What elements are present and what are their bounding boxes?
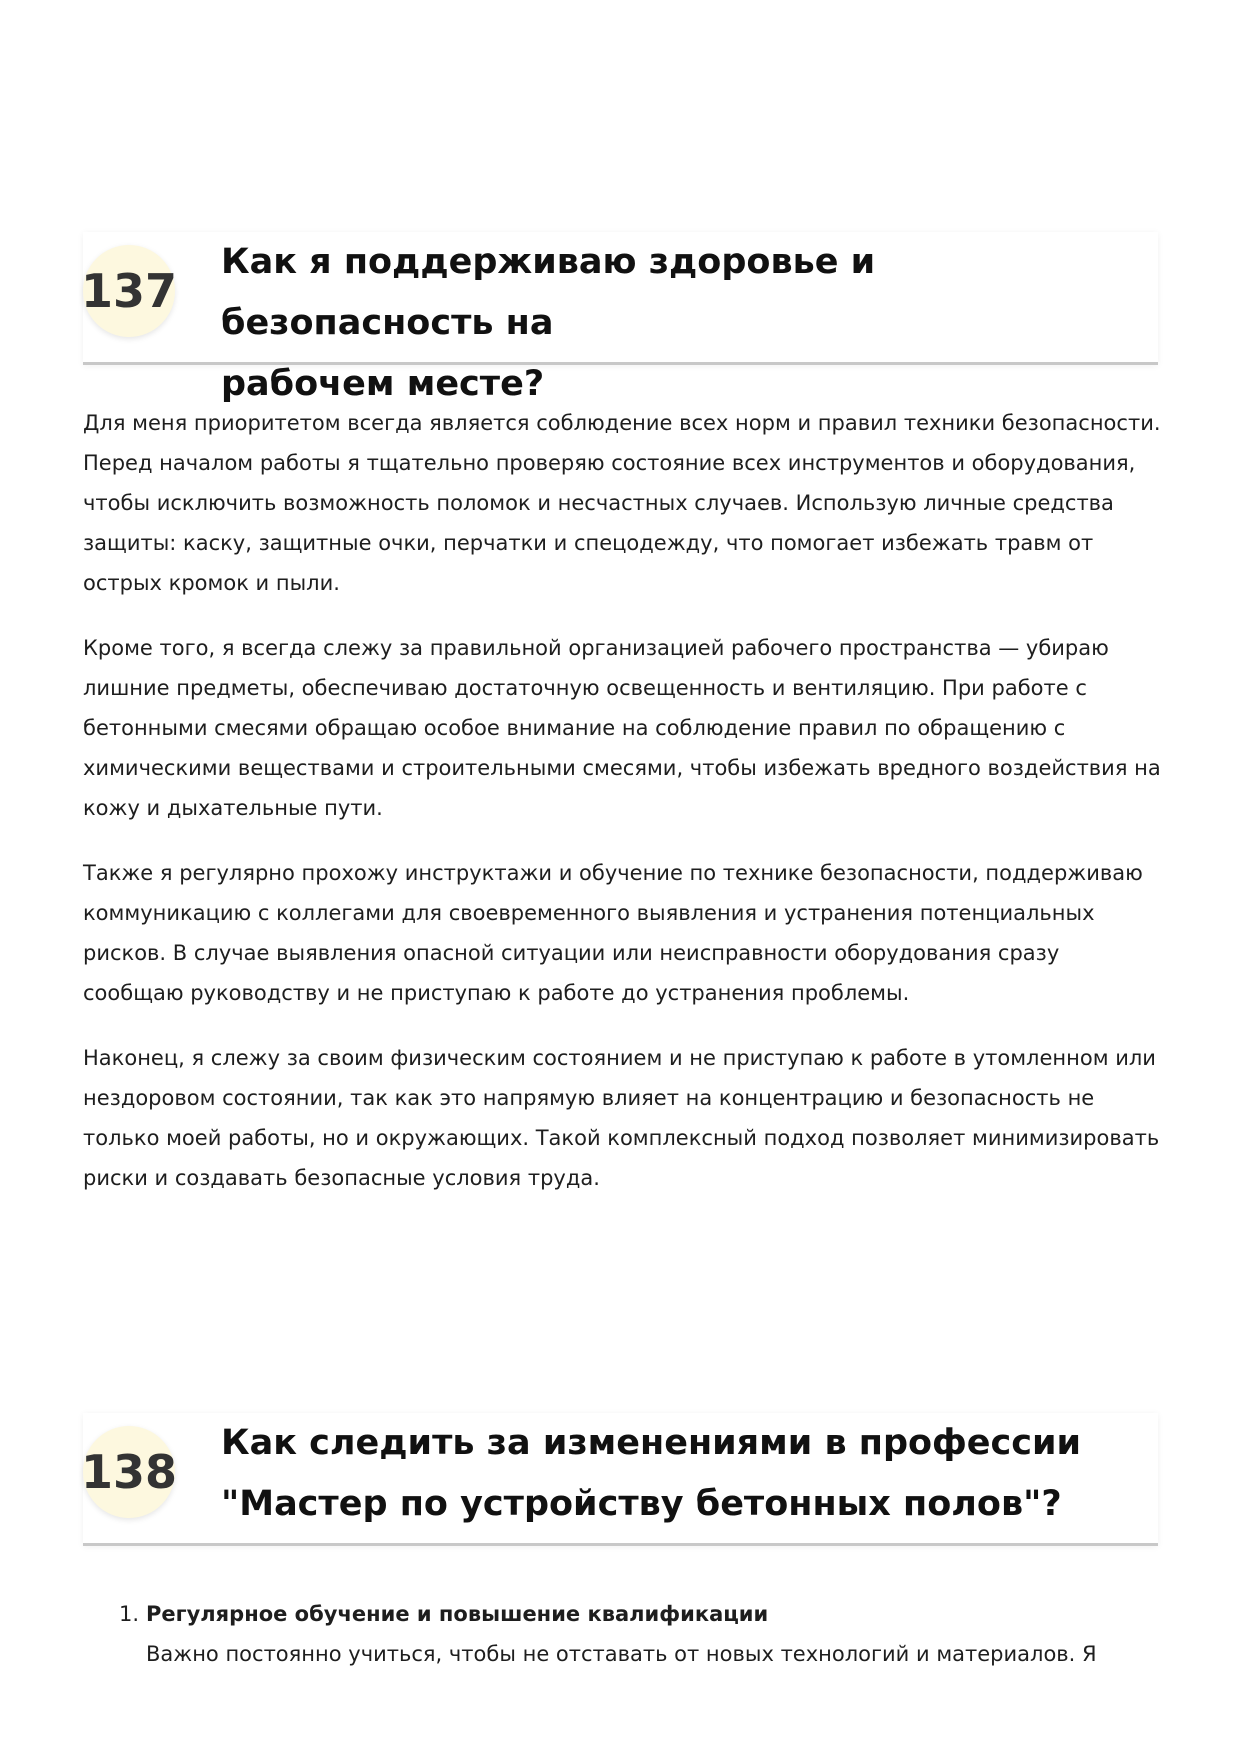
answer-paragraph: Наконец, я слежу за своим физическим состоянием и не приступаю к работе в утомленном или нездоровом состоянии, так как это напрямую влияет на концентрацию и безопасность не только моей работы, но и окружающих. Такой комплексный подход позволяет минимизировать риски и создавать безопасные условия труда. [83, 1046, 1160, 1190]
question-title [221, 1413, 1151, 1535]
question-title-line: рабочем месте? [221, 364, 545, 404]
list-item [83, 1594, 1158, 1674]
list-item-title: Регулярное обучение и повышение квалификации [146, 1602, 769, 1626]
list-item-number: 1. [119, 1602, 140, 1626]
question-header [80, 1413, 1158, 1546]
question-number-badge [80, 245, 178, 337]
question-title [221, 232, 1151, 415]
question-number: 137 [80, 264, 178, 318]
answer-paragraph: Кроме того, я всегда слежу за правильной организацией рабочего пространства — убираю лишние предметы, обеспечиваю достаточную освещенность и вентиляцию. При работе с бетонными смесями обращаю особое внимание на соблюдение правил по обращению с химическими веществами и строительными смесями, чтобы избежать вредного воздействия на кожу и дыхательные пути. [83, 636, 1161, 820]
answer-paragraph: Также я регулярно прохожу инструктажи и обучение по технике безопасности, поддерживаю коммуникацию с коллегами для своевременного выявления и устранения потенциальных рисков. В случае выявления опасной ситуации или неисправности оборудования сразу сообщаю руководству и не приступаю к работе до устранения проблемы. [83, 861, 1143, 1005]
question-title-line: Как я поддерживаю здоровье и безопасность на [221, 242, 876, 343]
question-number: 138 [80, 1445, 178, 1499]
question-number-badge [80, 1426, 178, 1518]
question-title-line: "Мастер по устройству бетонных полов"? [221, 1484, 1062, 1524]
question-title-line: Как следить за изменениями в профессии [221, 1423, 1082, 1463]
answer-body [83, 403, 1163, 1223]
answer-list [83, 1594, 1158, 1674]
answer-paragraph: Для меня приоритетом всегда является соблюдение всех норм и правил техники безопасности. Перед началом работы я тщательно проверяю состояние всех инструментов и оборудования, чтобы исключить возможность поломок и несчастных случаев. Использую личные средства защиты: каску, защитные очки, перчатки и спецодежду, что помогает избежать травм от острых кромок и пыли. [83, 411, 1161, 595]
list-item-text: Важно постоянно учиться, чтобы не отставать от новых технологий и материалов. Я [146, 1642, 1097, 1666]
question-header [80, 232, 1158, 404]
